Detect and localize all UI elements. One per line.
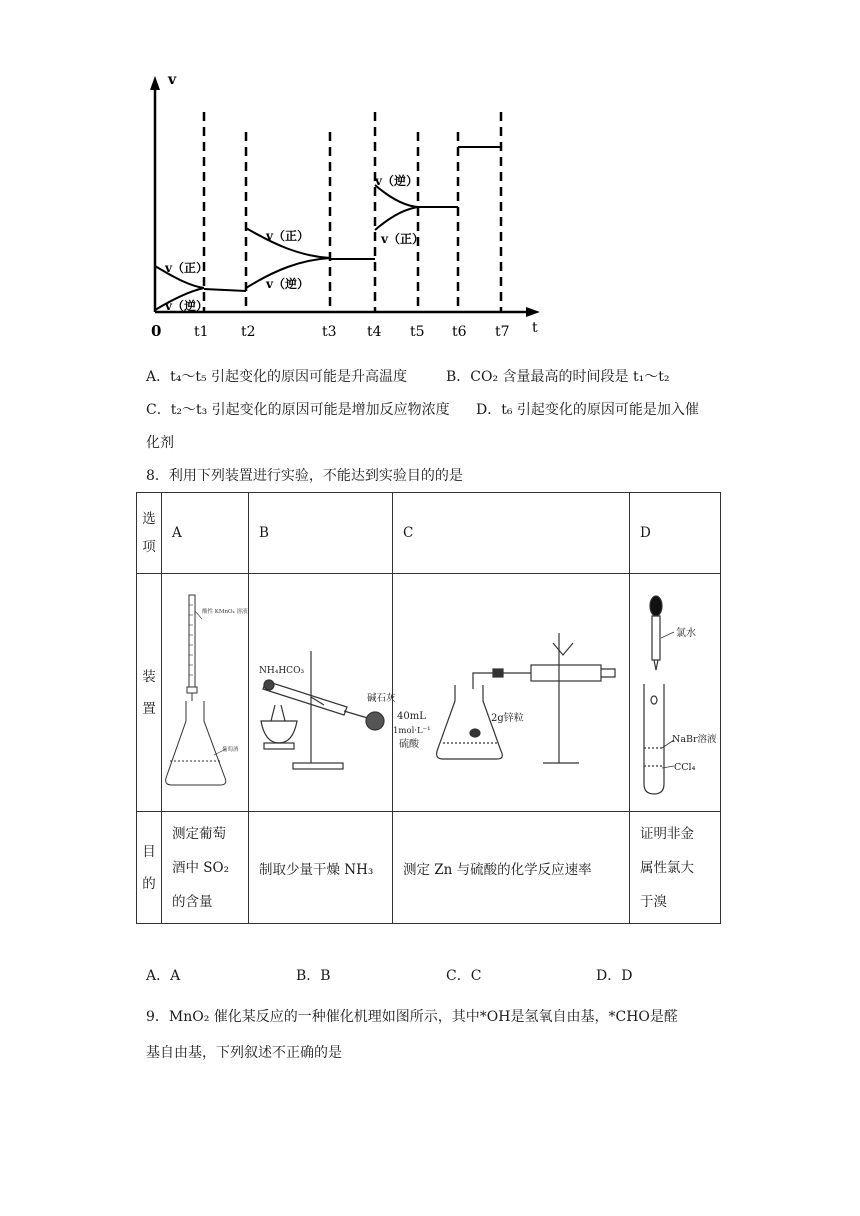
header-apparatus: 装置: [137, 574, 162, 812]
experiment-table: [136, 492, 721, 924]
q7-option-b: B．CO₂ 含量最高的时间段是 t₁～t₂: [446, 369, 670, 385]
label-soda-lime: 碱石灰: [367, 692, 396, 704]
label-zinc: 2g锌粒: [491, 712, 524, 724]
col-b-header: B: [249, 493, 393, 574]
apparatus-b: [249, 574, 396, 812]
curve-label-forward-2: v（正）: [266, 229, 309, 243]
q8-choice-c[interactable]: C．C: [446, 968, 482, 984]
q9-stem-line1: 9．MnO₂ 催化某反应的一种催化机理如图所示，其中*OH是氢氧自由基，*CHO是醛: [146, 1009, 678, 1025]
q9-stem-line2: 基自由基，下列叙述不正确的是: [146, 1045, 342, 1061]
y-axis-label: v: [168, 72, 177, 88]
apparatus-c: [393, 574, 630, 812]
halogen-test-tube-diagram: [630, 588, 720, 798]
col-d-header: D: [630, 493, 721, 574]
purpose-a: 测定葡萄 酒中 SO₂ 的含量: [162, 812, 249, 924]
q7-option-c: C．t₂～t₃ 引起变化的原因可能是增加反应物浓度: [146, 402, 450, 418]
titration-flask-diagram: [162, 593, 248, 793]
time-ticks: [194, 324, 510, 340]
tick-t5: t5: [410, 324, 425, 340]
purpose-d: 证明非金 属性氯大 于溴: [630, 812, 721, 924]
q7-option-d-cont: 化剂: [146, 435, 174, 451]
curve-label-forward-3: v（正）: [381, 232, 424, 246]
apparatus-a: [162, 574, 249, 812]
curve-label-reverse-1: v（逆）: [165, 299, 208, 313]
curve-label-reverse-3: v（逆）: [375, 174, 418, 188]
q8-stem: 8．利用下列装置进行实验，不能达到实验目的的是: [146, 468, 463, 484]
curve-label-forward-1: v（正）: [165, 261, 208, 275]
label-ccl4: CCl₄: [674, 761, 696, 773]
label-nabr: NaBr溶液: [672, 733, 717, 745]
ammonia-setup-diagram: [249, 593, 396, 793]
curve-label-reverse-2: v（逆）: [266, 277, 309, 291]
tick-t7: t7: [495, 324, 510, 340]
tick-t3: t3: [322, 324, 337, 340]
header-purpose: 目的: [137, 812, 162, 924]
x-axis-label: t: [532, 320, 538, 336]
col-a-header: A: [162, 493, 249, 574]
tick-t2: t2: [241, 324, 256, 340]
header-option: 选项: [137, 493, 162, 574]
q8-choice-b[interactable]: B．B: [296, 968, 331, 984]
reaction-rate-setup-diagram: [393, 593, 629, 793]
label-chlorine-water: 氯水: [676, 627, 696, 639]
velocity-time-graph: [140, 70, 560, 345]
label-volume: 40mL: [397, 710, 426, 722]
tick-t4: t4: [367, 324, 382, 340]
col-c-header: C: [393, 493, 630, 574]
q8-choice-a[interactable]: A．A: [146, 968, 181, 984]
tick-t6: t6: [452, 324, 467, 340]
q8-choice-d[interactable]: D．D: [596, 968, 633, 984]
purpose-b: 制取少量干燥 NH₃: [249, 812, 393, 924]
label-sulfuric-acid: 硫酸: [399, 738, 419, 750]
origin-label: 0: [151, 322, 162, 340]
purpose-c: 测定 Zn 与硫酸的化学反应速率: [393, 812, 630, 924]
label-wine: 葡萄酒: [222, 746, 239, 753]
label-kmno4: 酸性 KMnO₄ 溶液: [202, 608, 248, 615]
q7-option-a: A．t₄～t₅ 引起变化的原因可能是升高温度: [146, 369, 408, 385]
label-nh4hco3: NH₄HCO₃: [259, 665, 305, 676]
tick-t1: t1: [194, 324, 209, 340]
apparatus-d: [630, 574, 721, 812]
label-concentration: 1mol·L⁻¹: [393, 725, 431, 736]
q7-option-d: D．t₆ 引起变化的原因可能是加入催: [476, 402, 699, 418]
